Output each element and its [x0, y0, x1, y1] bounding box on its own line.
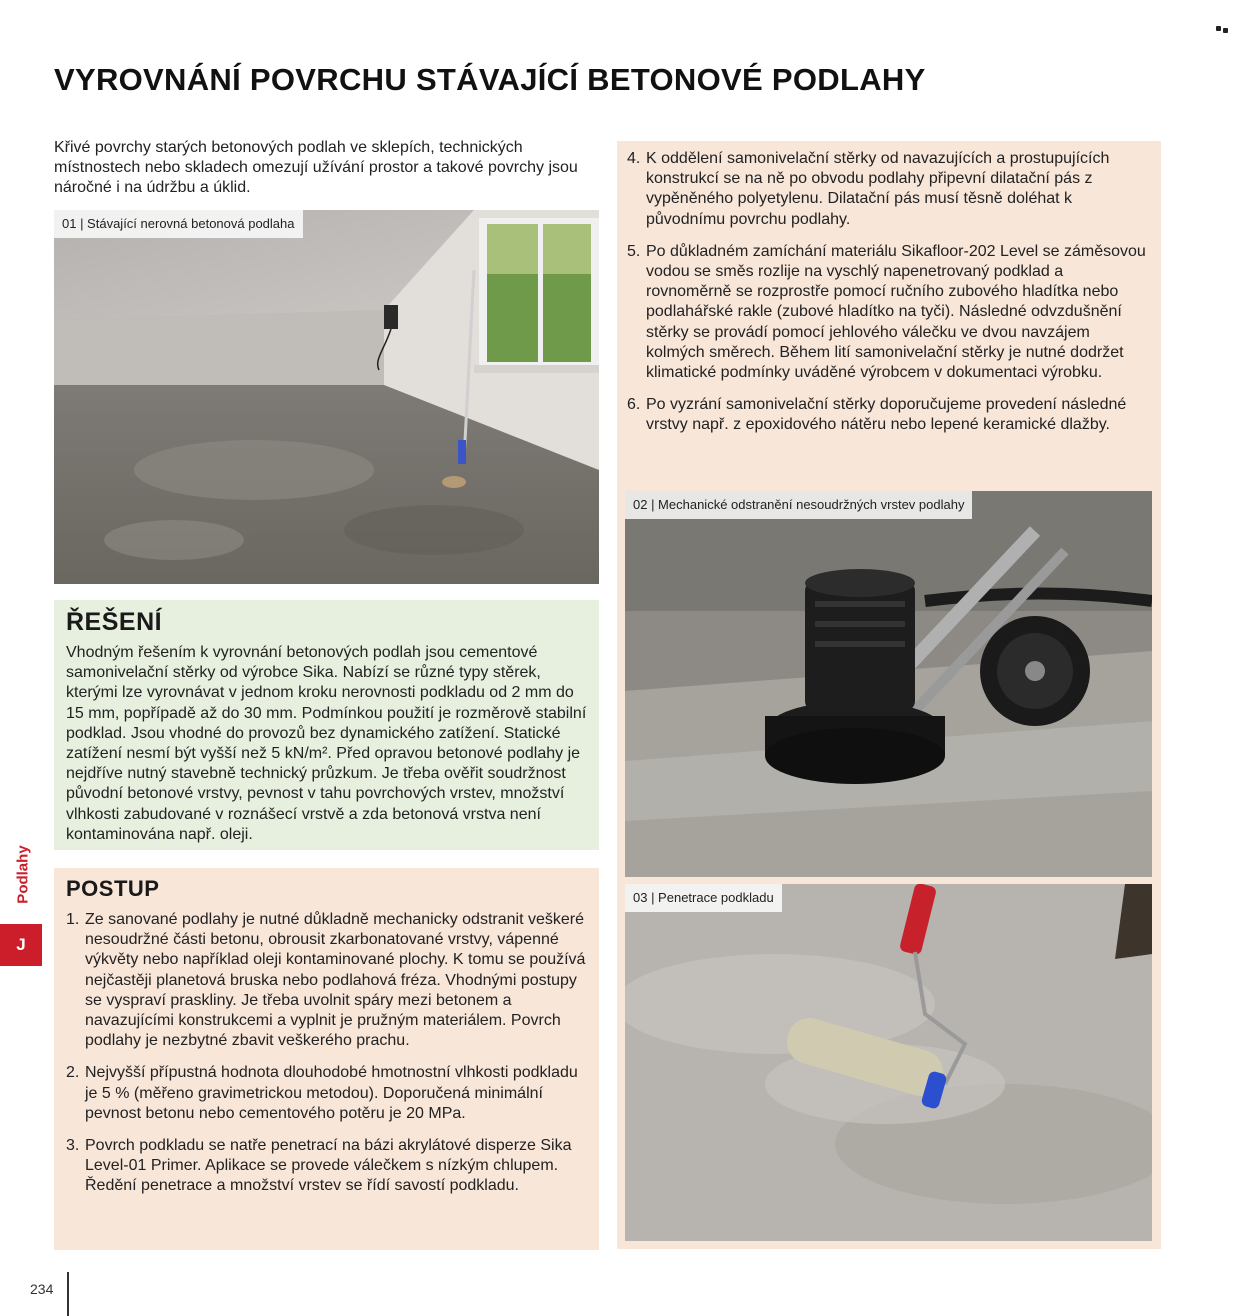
photo-grinder: [625, 491, 1152, 877]
page-title: VYROVNÁNÍ POVRCHU STÁVAJÍCÍ BETONOVÉ PODLAHY: [54, 62, 926, 97]
section-tab: J: [0, 924, 42, 966]
logo-icon: [1216, 26, 1230, 34]
section-label-text: Podlahy: [14, 845, 32, 904]
step-number: 4.: [627, 150, 641, 167]
page-number-divider: [67, 1272, 69, 1316]
photo-caption: 02 | Mechanické odstranění nesoudržných vrstev podlahy: [625, 491, 972, 519]
page-number: 234: [30, 1281, 54, 1297]
procedure-step: [66, 1136, 587, 1197]
step-text: Povrch podkladu se natře penetrací na bázi akrylátové disperze Sika Level-01 Primer. Aplikace se provede válečkem s nízkým chlupem. Ředění penetrace a množství vrstev se řídí savostí podkladu.: [85, 1137, 572, 1195]
step-number: 5.: [627, 242, 641, 260]
step-number: 3.: [66, 1137, 80, 1155]
step-text: Nejvyšší přípustná hodnota dlouhodobé hmotnostní vlhkosti podkladu je 5 % (měřeno gravimetrickou metodou). Doporučená minimální pevnost betonu nebo cementového potěru je 20 MPa.: [85, 1064, 578, 1122]
procedure-step: [66, 1063, 587, 1124]
photo-caption: 01 | Stávající nerovná betonová podlaha: [54, 210, 303, 238]
step-number: 1.: [66, 911, 80, 928]
intro-paragraph: Křivé povrchy starých betonových podlah ve sklepích, technických místnostech nebo skladech omezují užívání prostor a takové povrchy jsou náročné i na údržbu a úklid.: [54, 139, 578, 196]
section-side-label: [12, 842, 32, 912]
step-number: 6.: [627, 396, 641, 414]
photo-caption: 03 | Penetrace podkladu: [625, 884, 782, 912]
grinder-illustration: [625, 491, 1152, 877]
solution-heading: ŘEŠENÍ: [66, 608, 163, 636]
step-number: 2.: [66, 1064, 80, 1082]
photo-primer-roller: [625, 884, 1152, 1241]
photo-uneven-floor: [54, 210, 599, 584]
solution-text: Vhodným řešením k vyrovnání betonových podlah jsou cementové samonivelační stěrky od výrobce Sika. Nabízí se různé typy stěrek, kterými lze vyrovnávat v jednom kroku nerovnosti podkladu od 2 mm do 15 mm, popřípadě až do 30 mm. Podmínkou použití je rozměrově stabilní podklad. Jsou vhodné do provozů bez dynamického zatížení. Statické zatížení nesmí být vyšší než 5 kN/m². Před opravou betonové podlahy je nejdříve nutný stavebně technický průzkum. Je třeba ověřit soudržnost původní betonové vrstvy, pevnost v tahu povrchových vrstev, množství vlhkosti zabudované v roznášecí vrstvě a zda betonová vrstva není kontaminována např. oleji.: [66, 644, 587, 843]
step-text: K oddělení samonivelační stěrky od navazujících a prostupujících konstrukcí se na ně po obvodu podlahy připevní dilatační pás z vypěněného polyetylenu. Dilatační pás musí těsně doléhat k původnímu povrchu podlahy.: [646, 150, 1110, 228]
procedure-step: [627, 149, 1151, 230]
procedure-box: [54, 868, 599, 1250]
step-text: Po důkladném zamíchání materiálu Sikafloor-202 Level se záměsovou vodou se směs rozlije na vyschlý napenetrovaný podklad a rovnoměrně se rozprostře pomocí ručního zubového hladítka nebo podlahářské rakle (zubové hladítko na tyči). Následné odvzdušnění stěrky se provádí pomocí jehlového válečku ve dvou navzájem kolmých směrech. Během lití samonivelační stěrky je nutné dodržet klimatické podmínky uváděné výrobcem v dokumentaci výrobku.: [646, 242, 1146, 382]
procedure-step: [627, 242, 1151, 383]
solution-box: [54, 600, 599, 850]
step-text: Po vyzrání samonivelační stěrky doporučujeme provedení následné vrstvy např. z epoxidového nátěru nebo lepené keramické dlažby.: [646, 396, 1127, 434]
procedure-heading: POSTUP: [66, 876, 160, 901]
room-illustration: [54, 210, 599, 584]
procedure-step: [627, 395, 1151, 435]
step-text: Ze sanované podlahy je nutné důkladně mechanicky odstranit veškeré nesoudržné části betonu, obrousit zkarbonatované vrstvy, vápenné výkvěty nebo například oleji kontaminované plochy. K tomu se používá nejčastěji planetová bruska nebo podlahová fréza. Vhodnými postupy se vyspraví praskliny. Je třeba uvolnit spáry mezi betonem a navazujícími konstrukcemi a vyplnit je pružným materiálem. Povrch podlahy je nezbytné zbavit veškerého prachu.: [85, 911, 586, 1050]
procedure-step: [66, 910, 587, 1051]
roller-illustration: [625, 884, 1152, 1241]
